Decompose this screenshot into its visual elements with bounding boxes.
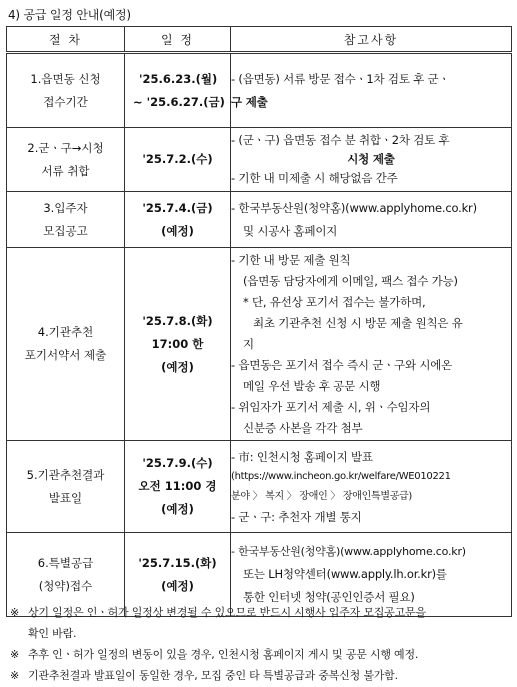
reference-cell: - (읍면동) 서류 방문 접수ㆍ1차 검토 후 군ㆍ 구 제출 [231,53,512,128]
note-mark: ※ [10,606,20,619]
step-cell: 5.기관추천결과 발표일 [7,441,125,533]
step-cell: 4.기관추천 포기서약서 제출 [7,248,125,441]
date-cell: '25.7.2.(수) [125,128,231,192]
note-mark: ※ [10,648,20,661]
table-row [7,441,512,533]
date-cell: '25.7.8.(화) 17:00 한 (예정) [125,248,231,441]
step-cell: 3.입주자 모집공고 [7,192,125,248]
step-cell: 2.군ㆍ구→시청 서류 취합 [7,128,125,192]
table-header-row [7,27,512,53]
note-text: 기관추천결과 발표일이 동일한 경우, 모집 중인 타 특별공급과 중복신청 불가함. [28,669,398,682]
reference-cell: - 市: 인천시청 홈페이지 발표 (https://www.incheon.go.kr/welfare/WE010221 분야 〉 복지 〉 장애인 〉 장애인특별공급) - 군ㆍ구: 추천자 개별 통지 [231,441,512,533]
table-row [7,53,512,128]
date-cell: '25.7.15.(화) (예정) [125,533,231,617]
notes-section [10,602,510,686]
column-header: 절 차 [7,27,125,53]
date-cell: '25.7.9.(수) 오전 11:00 경 (예정) [125,441,231,533]
note-text: 추후 인ㆍ허가 일정의 변동이 있을 경우, 인천시청 홈페이지 게시 및 공문 시행 예정. [28,648,419,661]
table-row [7,248,512,441]
section-heading: 4) 공급 일정 안내(예정) [8,8,131,22]
column-header: 참고사항 [231,27,512,53]
schedule-table [6,26,512,617]
note-item [10,644,510,665]
note-item [10,665,510,686]
step-cell: 6.특별공급 (청약)접수 [7,533,125,617]
note-item [10,602,510,644]
reference-cell: - (군ㆍ구) 읍면동 접수 분 취합ㆍ2차 검토 후 시청 제출 - 기한 내 미제출 시 해당없음 간주 [231,128,512,192]
table-row [7,128,512,192]
date-cell: '25.6.23.(월) ~ '25.6.27.(금) [125,53,231,128]
date-cell: '25.7.4.(금) (예정) [125,192,231,248]
reference-cell: - 기한 내 방문 제출 원칙 (읍면동 담당자에게 이메일, 팩스 접수 가능) * 단, 유선상 포기서 접수는 불가하며, 최초 기관추천 신청 시 방문 제출 원칙은 유 지 - 읍면동은 포기서 접수 즉시 군ㆍ구와 시에온 메일 우선 발송 후 공문 시행 - 위임자가 포기서 제출 시, 위ㆍ수임자의 신분증 사본을 각각 첨부 [231,248,512,441]
column-header: 일 정 [125,27,231,53]
reference-cell: - 한국부동산원(청약홈)(www.applyhome.co.kr) 또는 LH청약센터(www.apply.lh.or.kr)를 통한 인터넷 청약(공인인증서 필요) [231,533,512,617]
note-mark: ※ [10,669,20,682]
step-cell: 1.읍면동 신청 접수기간 [7,53,125,128]
note-text: 확인 바람. [28,627,77,640]
reference-cell: - 한국부동산원(청약홈)(www.applyhome.co.kr) 및 시공사 홈페이지 [231,192,512,248]
table-row [7,192,512,248]
note-text: 상기 일정은 인ㆍ허가 일정상 변경될 수 있으므로 반드시 시행사 입주자 모집공고문을 [28,606,426,619]
